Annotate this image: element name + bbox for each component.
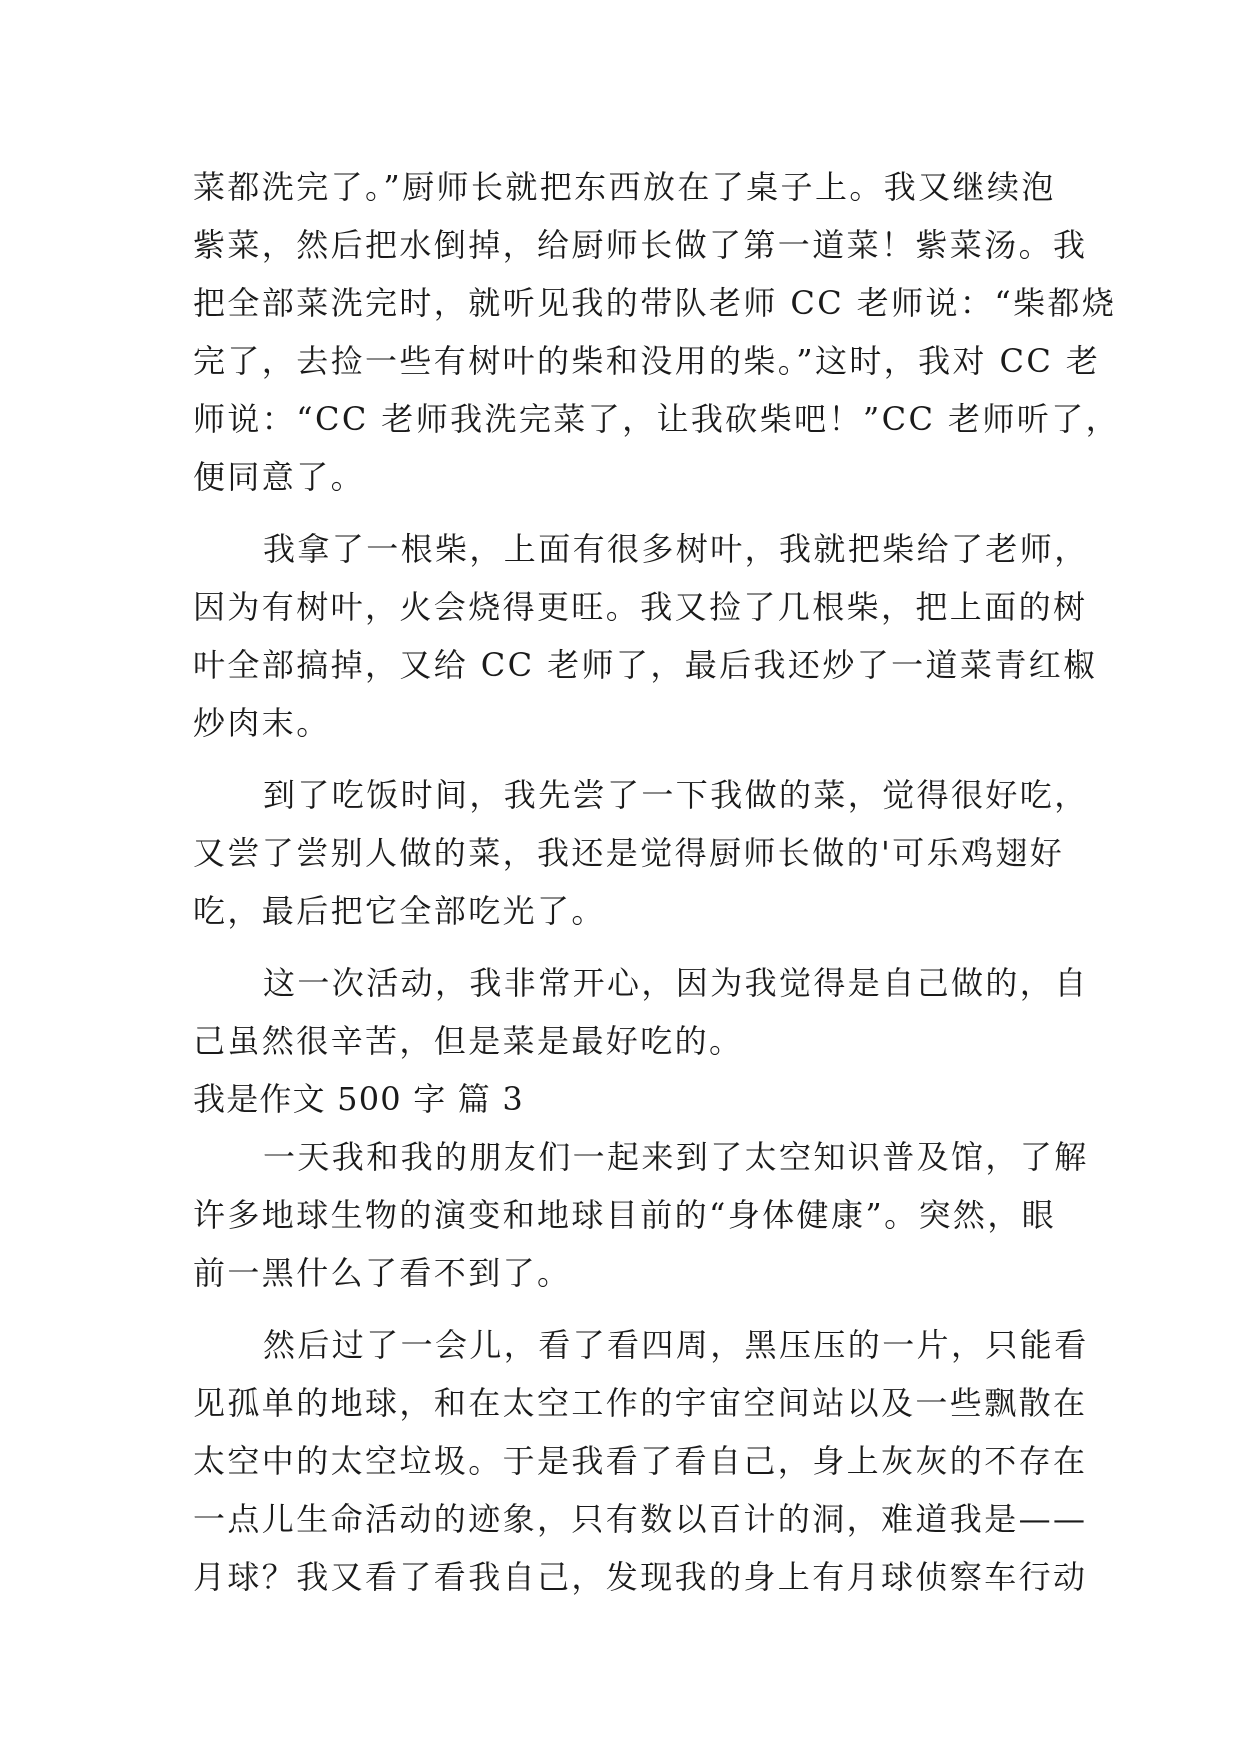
text-line: 炒肉末。: [193, 704, 331, 742]
paragraph: [193, 520, 1098, 752]
paragraph: [193, 766, 1089, 940]
text-line: 一点儿生命活动的迹象，只有数以百计的洞，难道我是——: [193, 1500, 1088, 1538]
text-line: 完了，去捡一些有树叶的柴和没用的柴。”这时，我对 CC 老: [193, 342, 1101, 380]
text-line: 己虽然很辛苦，但是菜是最好吃的。: [193, 1022, 744, 1060]
text-line: 便同意了。: [193, 458, 366, 496]
text-line: 这一次活动，我非常开心，因为我觉得是自己做的，自: [263, 964, 1089, 1002]
text-line: 月球？我又看了看我自己，发现我的身上有月球侦察车行动: [193, 1558, 1088, 1596]
paragraph: [193, 1316, 1089, 1606]
section-heading: 我是作文 500 字 篇 3: [193, 1080, 524, 1118]
text-line: 师说：“CC 老师我洗完菜了，让我砍柴吧！”CC 老师听了，: [193, 400, 1121, 438]
document-body: [193, 158, 1121, 1606]
paragraph: [193, 954, 1089, 1070]
text-line: 见孤单的地球，和在太空工作的宇宙空间站以及一些飘散在: [193, 1384, 1088, 1422]
text-line: 到了吃饭时间，我先尝了一下我做的菜，觉得很好吃，: [263, 776, 1089, 814]
text-line: 吃，最后把它全部吃光了。: [193, 892, 606, 930]
text-line: 因为有树叶，火会烧得更旺。我又捡了几根柴，把上面的树: [193, 588, 1088, 626]
text-line: 然后过了一会儿，看了看四周，黑压压的一片，只能看: [263, 1326, 1089, 1364]
paragraph: [193, 158, 1121, 506]
text-line: 一天我和我的朋友们一起来到了太空知识普及馆，了解: [263, 1138, 1089, 1176]
text-line: 叶全部搞掉，又给 CC 老师了，最后我还炒了一道菜青红椒: [193, 646, 1098, 684]
text-line: 又尝了尝别人做的菜，我还是觉得厨师长做的'可乐鸡翅好: [193, 834, 1065, 872]
text-line: 紫菜，然后把水倒掉，给厨师长做了第一道菜！紫菜汤。我: [193, 226, 1088, 264]
text-line: 太空中的太空垃圾。于是我看了看自己，身上灰灰的不存在: [193, 1442, 1088, 1480]
paragraph: [193, 1128, 1089, 1302]
text-line: 许多地球生物的演变和地球目前的“身体健康”。突然，眼: [193, 1196, 1057, 1234]
text-line: 前一黑什么了看不到了。: [193, 1254, 572, 1292]
text-line: 菜都洗完了。”厨师长就把东西放在了桌子上。我又继续泡: [193, 168, 1056, 206]
text-line: 把全部菜洗完时，就听见我的带队老师 CC 老师说：“柴都烧: [193, 284, 1117, 322]
text-line: 我拿了一根柴，上面有很多树叶，我就把柴给了老师，: [263, 530, 1089, 568]
